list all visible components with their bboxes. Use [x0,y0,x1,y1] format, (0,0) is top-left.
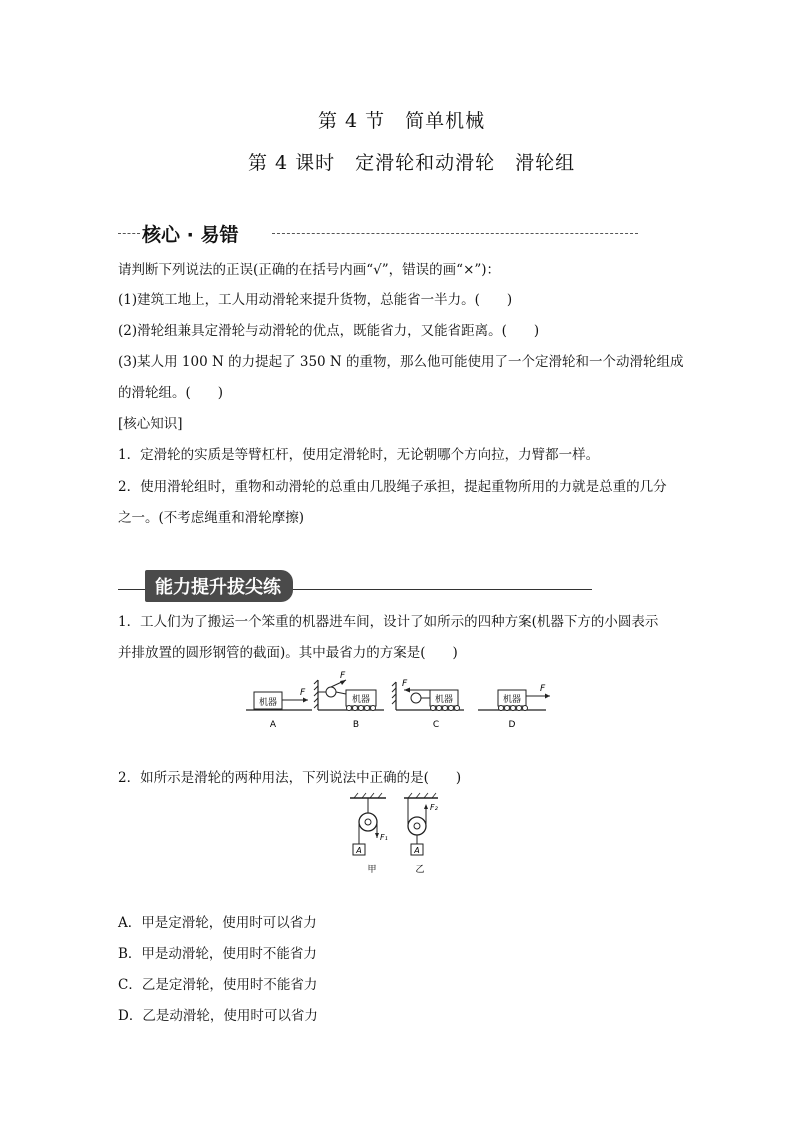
lesson-title: 第 4 课时 定滑轮和动滑轮 滑轮组 [248,152,576,174]
knowledge-2-cont: 之一。(不考虑绳重和滑轮摩擦) [118,510,305,526]
core-instruction: 请判断下列说法的正误(正确的在括号内画“√”，错误的画“×”)： [118,262,501,278]
force-f2: F₂ [430,803,438,812]
pulley-jia [353,798,388,875]
q2-figure [344,792,448,878]
caption-jia: 甲 [367,865,377,875]
knowledge-1: 1．定滑轮的实质是等臂杠杆，使用定滑轮时，无论朝哪个方向拉，力臂都一样。 [118,447,600,463]
core-item-3: (3)某人用 100 N 的力提起了 350 N 的重物，那么他可能使用了一个定滑轮和一个动滑轮组成 [118,354,684,370]
force-label-b: F [340,671,346,681]
q2-option-d: D．乙是动滑轮，使用时可以省力 [118,1008,318,1024]
weight-a-yi: A [414,846,420,855]
q1-line-2: 并排放置的圆形钢管的截面)。其中最省力的方案是( ) [118,645,458,661]
force-f1: F₁ [380,833,388,842]
knowledge-2: 2．使用滑轮组时，重物和动滑轮的总重由几股绳子承担，提起重物所用的力就是总重的几分 [118,479,667,495]
q1-figure [244,670,554,732]
pulley-yi [408,798,439,875]
option-b-label: B [352,720,360,730]
heading-dash-left [118,233,140,234]
q2-option-c: C．乙是定滑轮，使用时不能省力 [118,977,318,993]
option-d-label: D [508,720,516,730]
option-b-figure [314,671,384,730]
core-item-2: (2)滑轮组兼具定滑轮与动滑轮的优点，既能省力，又能省距离。( ) [118,323,540,339]
q2-stem: 2．如所示是滑轮的两种用法，下列说法中正确的是( ) [118,770,462,786]
caption-yi: 乙 [415,865,425,875]
practice-banner: 能力提升拔尖练 [145,570,293,602]
option-a-figure [246,688,312,730]
weight-a-jia: A [356,846,362,855]
box-label-d: 机器 [502,695,522,705]
box-label-b: 机器 [351,695,371,705]
section-title: 第 4 节 简单机械 [318,110,486,132]
core-heading: 核心 · 易错 [142,224,239,246]
box-label-a: 机器 [258,698,278,708]
q2-option-b: B．甲是动滑轮，使用时不能省力 [118,946,317,962]
q2-option-a: A．甲是定滑轮，使用时可以省力 [118,915,317,931]
force-label-c: F [402,679,408,689]
knowledge-label: [核心知识] [118,416,183,432]
option-c-label: C [432,720,440,730]
box-label-c: 机器 [434,695,454,705]
option-c-figure [392,679,464,730]
force-label-d: F [540,684,546,694]
option-d-figure [478,684,550,730]
heading-dash-right [272,233,638,234]
option-a-label: A [269,720,277,730]
core-item-3-cont: 的滑轮组。( ) [118,385,224,401]
q1-line-1: 1．工人们为了搬运一个笨重的机器进车间，设计了如所示的四种方案(机器下方的小圆表示 [118,614,659,630]
core-item-1: (1)建筑工地上，工人用动滑轮来提升货物，总能省一半力。( ) [118,292,513,308]
force-label-a: F [300,688,306,698]
